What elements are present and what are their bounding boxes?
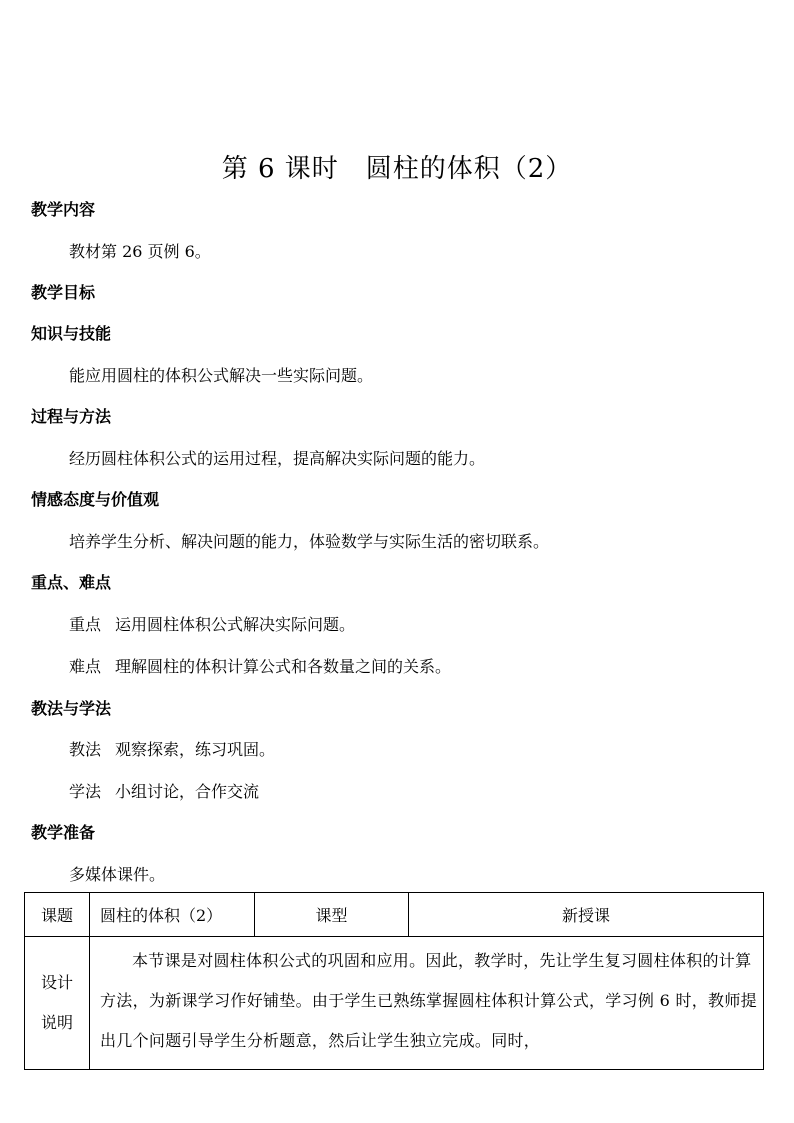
lesson-info-table — [24, 892, 764, 1070]
process-heading: 过程与方法 — [31, 407, 112, 426]
emotion-heading: 情感态度与价值观 — [31, 490, 160, 509]
table-row — [25, 937, 764, 1070]
design-label-line-1: 设计 — [40, 973, 73, 992]
knowledge-text: 能应用圆柱的体积公式解决一些实际问题。 — [69, 366, 374, 385]
design-label — [25, 937, 90, 1070]
page-title: 第 6 课时 圆柱的体积（2） — [221, 154, 573, 184]
design-description: 本节课是对圆柱体积公式的巩固和应用。因此，教学时，先让学生复习圆柱体积的计算方法，为新课学习作好铺垫。由于学生已熟练掌握圆柱体积计算公式，学习例 6 时，教师提出几个问题引导学生分析题意，然后让学生独立完成。同时， — [90, 937, 764, 1070]
learn-method-label: 学法 — [69, 782, 102, 801]
teach-method-line — [69, 737, 275, 760]
emotion-text: 培养学生分析、解决问题的能力，体验数学与实际生活的密切联系。 — [69, 532, 550, 551]
topic-label: 课题 — [25, 893, 90, 937]
type-label: 课型 — [255, 893, 409, 937]
learn-method-text: 小组讨论，合作交流 — [115, 782, 260, 801]
difficulty-label: 难点 — [69, 657, 102, 676]
design-label-line-2: 说明 — [40, 1013, 73, 1032]
preparation-text: 多媒体课件。 — [69, 865, 166, 884]
process-text: 经历圆柱体积公式的运用过程，提高解决实际问题的能力。 — [69, 449, 486, 468]
methods-heading: 教法与学法 — [31, 699, 112, 718]
type-value: 新授课 — [409, 893, 764, 937]
key-point-line — [69, 612, 355, 635]
difficulty-line — [69, 654, 451, 677]
key-point-text: 运用圆柱体积公式解决实际问题。 — [115, 615, 356, 634]
teach-method-text: 观察探索，练习巩固。 — [115, 740, 276, 759]
teach-method-label: 教法 — [69, 740, 102, 759]
table-row — [25, 893, 764, 937]
teaching-goals-heading: 教学目标 — [31, 283, 96, 302]
teaching-content-text: 教材第 26 页例 6。 — [69, 242, 211, 261]
preparation-heading: 教学准备 — [31, 823, 96, 842]
knowledge-heading: 知识与技能 — [31, 324, 112, 343]
learn-method-line — [69, 779, 259, 802]
key-points-heading: 重点、难点 — [31, 573, 112, 592]
topic-value: 圆柱的体积（2） — [90, 893, 255, 937]
difficulty-text: 理解圆柱的体积计算公式和各数量之间的关系。 — [115, 657, 452, 676]
teaching-content-heading: 教学内容 — [31, 200, 96, 219]
key-point-label: 重点 — [69, 615, 102, 634]
